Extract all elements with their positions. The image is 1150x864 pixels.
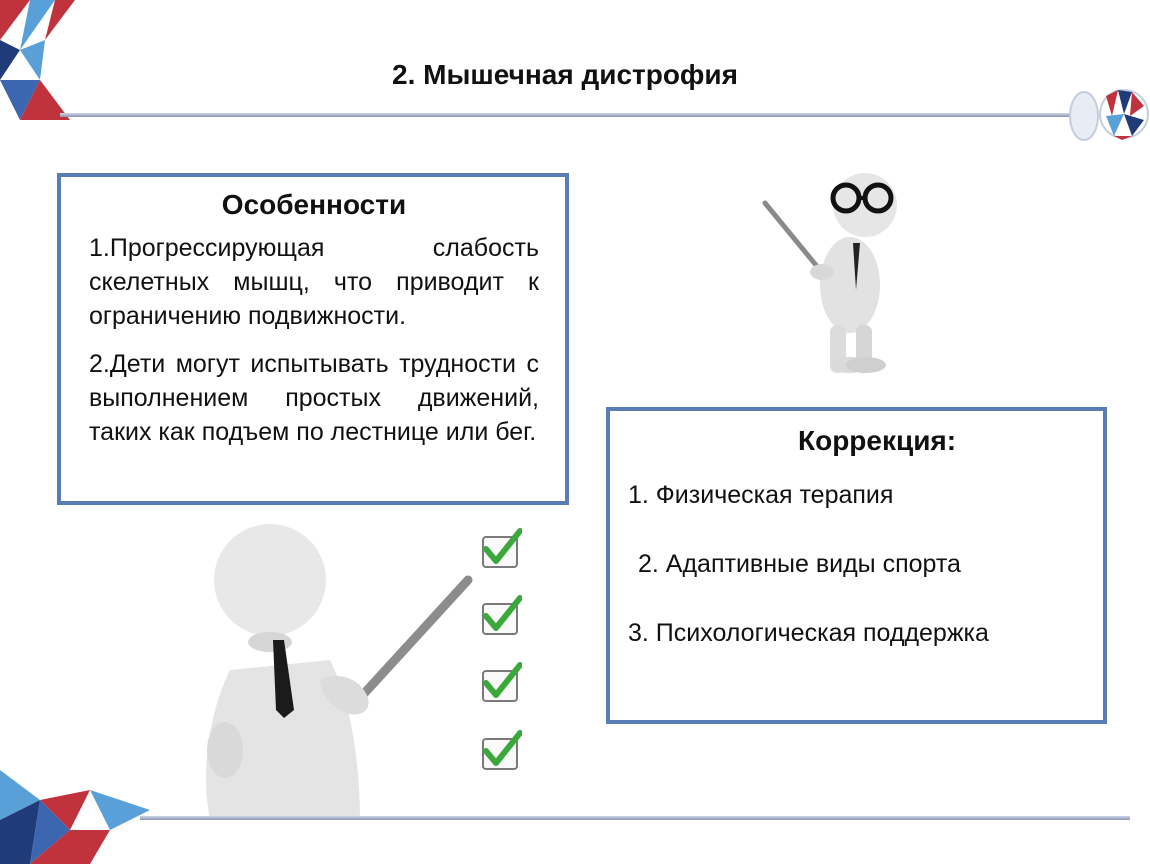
brand-logo-icon [1066, 76, 1150, 154]
correction-item-1: 1. Физическая терапия [628, 481, 894, 509]
checkmark-icon [478, 659, 522, 703]
correction-item-3: 3. Психологическая поддержка [628, 619, 989, 647]
correction-item-2: 2. Адаптивные виды спорта [638, 550, 961, 578]
presenter-figure-large [190, 520, 480, 820]
brand-corner-bottom-left [0, 770, 150, 864]
checklist [478, 525, 538, 785]
features-box [57, 173, 569, 505]
features-heading: Особенности [221, 189, 407, 220]
presenter-figure-small [670, 165, 925, 405]
features-point-2: 2.Дети могут испытывать трудности с выполнением простых движений, таких как подъем по лестнице или бег. [89, 350, 539, 446]
checkmark-icon [478, 727, 522, 771]
correction-heading: Коррекция: [798, 425, 957, 456]
correction-box [606, 407, 1107, 724]
slide-title: 2. Мышечная дистрофия [392, 58, 738, 90]
checkmark-icon [478, 592, 522, 636]
features-point-1: 1.Прогрессирующая слабость скелетных мышц, что приводит к ограничению подвижности. [89, 234, 539, 330]
footer-divider [140, 816, 1130, 820]
checkmark-icon [478, 525, 522, 569]
title-divider [60, 113, 1090, 117]
